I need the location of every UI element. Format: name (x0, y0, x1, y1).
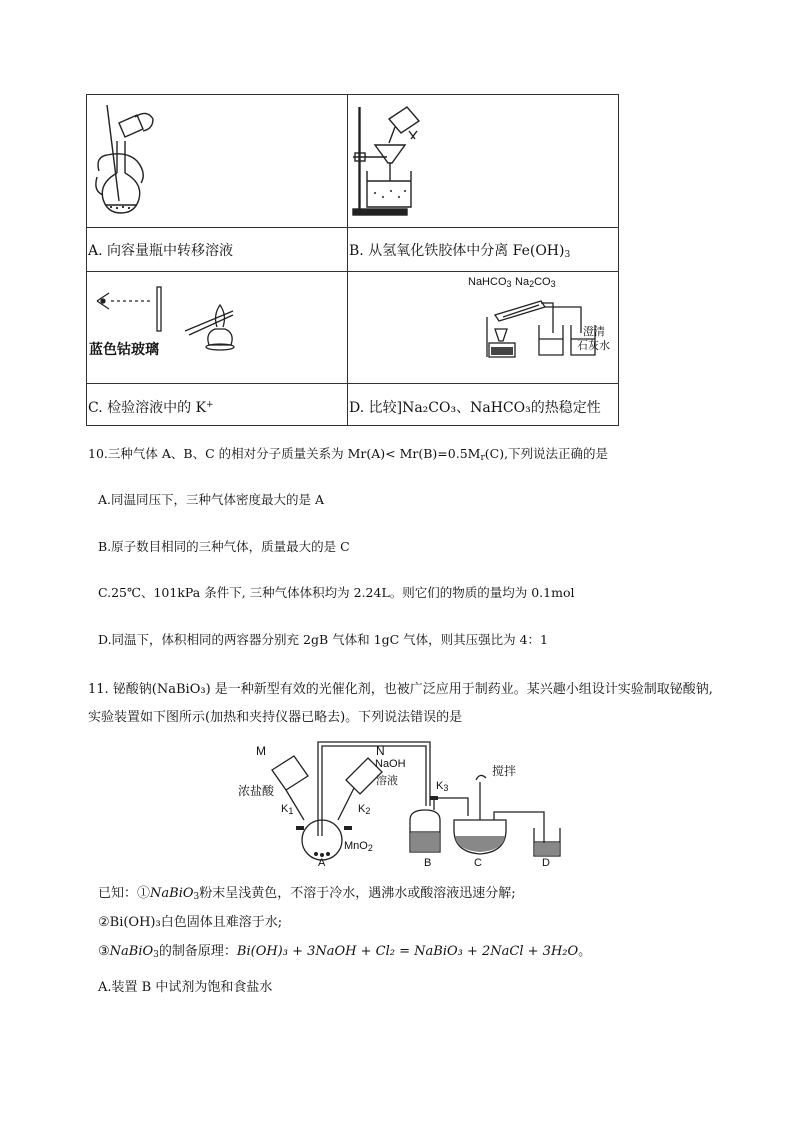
apparatus-label-a: A (318, 857, 326, 869)
nabio3-apparatus-figure (250, 736, 570, 870)
apparatus-label-m: M (256, 744, 266, 758)
limewater-label-2: 石灰水 (577, 340, 610, 352)
na2co3-label: $Na_2CO_3$ (515, 276, 556, 289)
known-fact-3: ③NaBiO$_3$的制备原理：Bi(OH)₃ + 3NaOH + Cl₂ = NaBiO₃ + 2NaCl + 3H₂O。 (98, 944, 592, 960)
table-divider-h3 (87, 383, 618, 384)
q10-option-d: D.同温下，体积相同的两容器分别充 2gB 气体和 1gC 气体，则其压强比为 4：1 (98, 632, 548, 647)
table-divider-h1 (87, 227, 618, 228)
apparatus-label-c: C (474, 857, 482, 869)
q11-stem-line2: 实验装置如下图所示(加热和夹持仪器已略去)。下列说法错误的是 (88, 710, 463, 725)
option-c-caption: C. 检验溶液中的 K+ (88, 400, 214, 416)
volumetric-flask-figure (93, 101, 243, 225)
q11-option-a: A.装置 B 中试剂为饱和食盐水 (98, 980, 273, 995)
apparatus-label-d: D (542, 857, 550, 869)
option-a-caption: A. 向容量瓶中转移溶液 (88, 243, 234, 259)
limewater-label-1: 澄清 (583, 326, 605, 338)
option-d-caption: D. 比较]Na₂CO₃、NaHCO₃的热稳定性 (349, 400, 601, 416)
apparatus-label-k3: $K_3$ (436, 780, 449, 793)
q10-option-c: C.25℃、101kPa 条件下, 三种气体体积均为 2.24L。则它们的物质的量均为 0.1mol (98, 585, 575, 600)
filtration-figure (351, 101, 501, 225)
known-fact-2: ②Bi(OH)₃白色固体且难溶于水; (98, 915, 283, 930)
preparation-equation: Bi(OH)₃ + 3NaOH + Cl₂ = NaBiO₃ + 2NaCl + 3H₂O (236, 944, 579, 959)
q10-option-a: A.同温同压下，三种气体密度最大的是 A (98, 492, 325, 507)
apparatus-label-stir: 搅拌 (492, 764, 517, 778)
q10-option-b: B.原子数目相同的三种气体，质量最大的是 C (98, 539, 350, 554)
table-divider-vertical (347, 95, 348, 425)
table-divider-h2 (87, 271, 618, 272)
apparatus-label-n: N (376, 744, 385, 758)
option-b-caption: B. 从氢氧化铁胶体中分离 $Fe(OH)_3$ (349, 243, 571, 260)
apparatus-label-k2: $K_2$ (358, 803, 371, 816)
nahco3-label: NaHCO$_3$ (468, 276, 512, 289)
apparatus-label-mno2: MnO$_2$ (344, 840, 373, 853)
known-fact-1: 已知：①NaBiO$_3$粉末呈浅黄色，不溶于冷水，遇沸水或酸溶液迅速分解; (98, 886, 516, 902)
apparatus-label-naoh: NaOH (375, 758, 406, 770)
q10-stem: 10.三种气体 A、B、C 的相对分子质量关系为 $Mr(A)< Mr(B)=0.5M_r(C)$,下列说法正确的是 (88, 446, 609, 463)
q11-stem-line1: 11. 铋酸钠(NaBiO₃) 是一种新型有效的光催化剂，也被广泛应用于制药业。某兴趣小组设计实验制取铋酸钠, (88, 682, 713, 697)
apparatus-label-b: B (424, 857, 432, 869)
cobalt-glass-label: 蓝色钴玻璃 (89, 341, 159, 357)
experiment-table (86, 94, 619, 426)
apparatus-label-solution: 溶液 (376, 775, 398, 787)
apparatus-label-k1: $K_1$ (281, 803, 294, 816)
apparatus-label-hcl: 浓盐酸 (238, 784, 275, 798)
